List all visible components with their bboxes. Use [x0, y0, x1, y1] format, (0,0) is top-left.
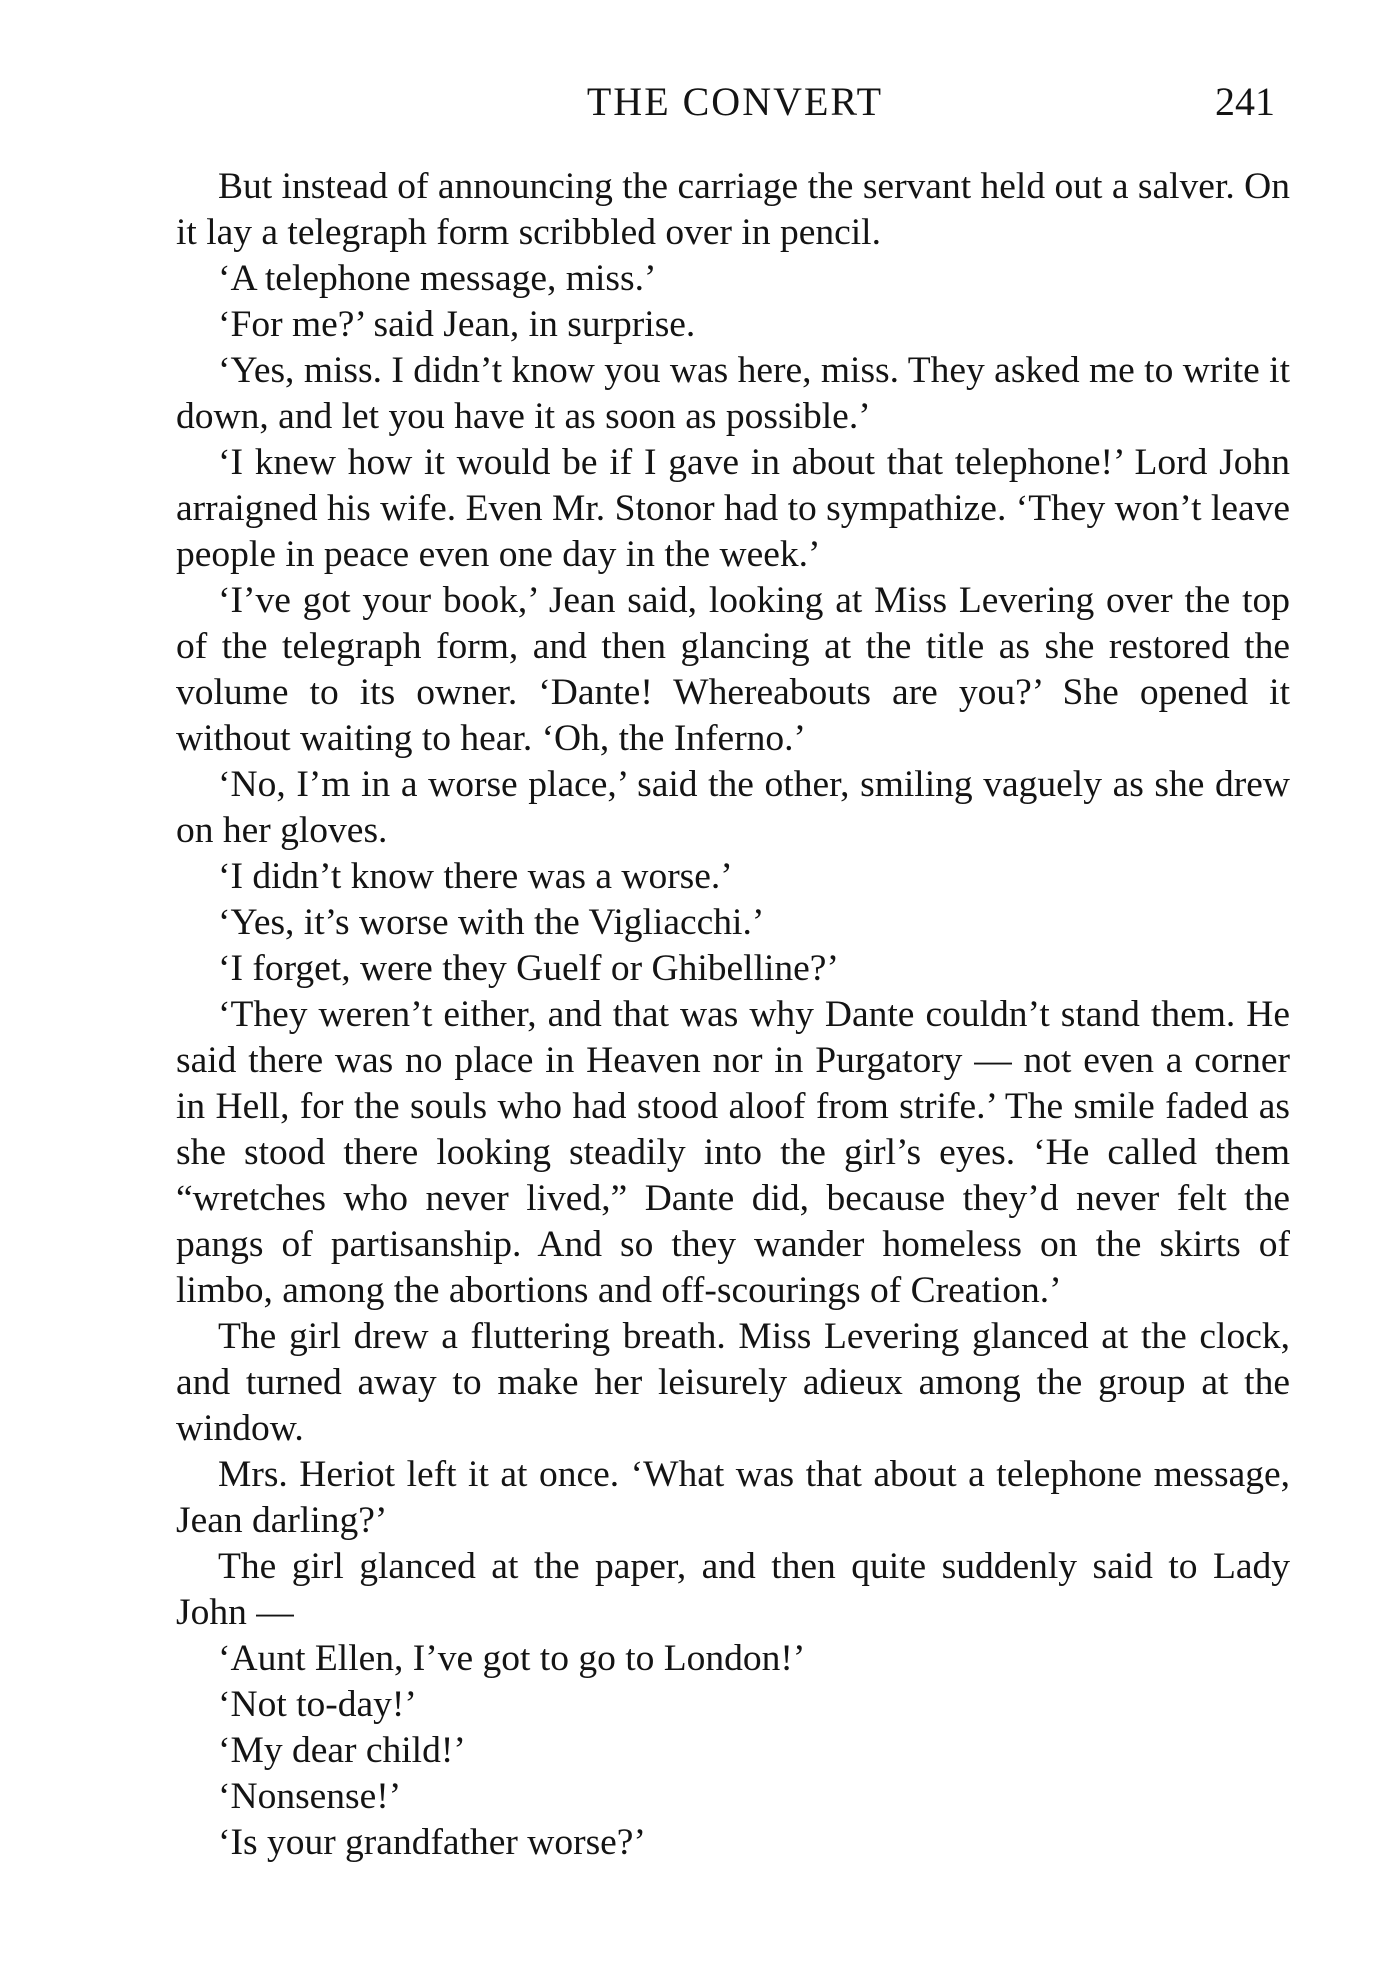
paragraph: ‘A telephone message, miss.’	[218, 258, 657, 299]
body-text	[176, 164, 1290, 1866]
running-head	[0, 72, 1378, 132]
paragraph: But instead of announcing the carriage the servant held out a salver. On it lay a telegraph form scribbled over in pencil.	[176, 166, 1290, 253]
paragraph: ‘Nonsense!’	[218, 1776, 402, 1817]
paragraph: Mrs. Heriot left it at once. ‘What was that about a telephone message, Jean darling?’	[176, 1454, 1290, 1541]
paragraph: ‘I’ve got your book,’ Jean said, looking at Miss Levering over the top of the telegraph form, and then glancing at the title as she restored the volume to its owner. ‘Dante! Whereabouts are you?’ She opened it without waiting to hear. ‘Oh, the Inferno.’	[176, 580, 1290, 759]
paragraph: ‘Is your grandfather worse?’	[218, 1822, 646, 1863]
page-number: 241	[1215, 79, 1275, 124]
paragraph: ‘Yes, miss. I didn’t know you was here, miss. They asked me to write it down, and let you have it as soon as possible.’	[176, 350, 1290, 437]
paragraph: ‘I didn’t know there was a worse.’	[218, 856, 733, 897]
paragraph: The girl drew a fluttering breath. Miss Levering glanced at the clock, and turned away to make her leisurely adieux among the group at the window.	[176, 1316, 1290, 1449]
paragraph: ‘I knew how it would be if I gave in about that telephone!’ Lord John arraigned his wife. Even Mr. Stonor had to sympathize. ‘They won’t leave people in peace even one day in the week.’	[176, 442, 1290, 575]
paragraph: ‘They weren’t either, and that was why Dante couldn’t stand them. He said there was no place in Heaven nor in Purgatory — not even a corner in Hell, for the souls who had stood aloof from strife.’ The smile faded as she stood there looking steadily into the girl’s eyes. ‘He called them “wretches who never lived,” Dante did, because they’d never felt the pangs of partisanship. And so they wander homeless on the skirts of limbo, among the abortions and off-scourings of Creation.’	[176, 994, 1290, 1311]
paragraph: ‘My dear child!’	[218, 1730, 466, 1771]
paragraph: ‘For me?’ said Jean, in surprise.	[218, 304, 696, 345]
paragraph: ‘I forget, were they Guelf or Ghibelline?’	[218, 948, 839, 989]
paragraph: ‘Yes, it’s worse with the Vigliacchi.’	[218, 902, 765, 943]
paragraph: The girl glanced at the paper, and then quite suddenly said to Lady John —	[176, 1546, 1290, 1633]
paragraph: ‘Not to-day!’	[218, 1684, 417, 1725]
paragraph: ‘Aunt Ellen, I’ve got to go to London!’	[218, 1638, 806, 1679]
running-title: THE CONVERT	[586, 79, 884, 124]
paragraph: ‘No, I’m in a worse place,’ said the other, smiling vaguely as she drew on her gloves.	[176, 764, 1290, 851]
